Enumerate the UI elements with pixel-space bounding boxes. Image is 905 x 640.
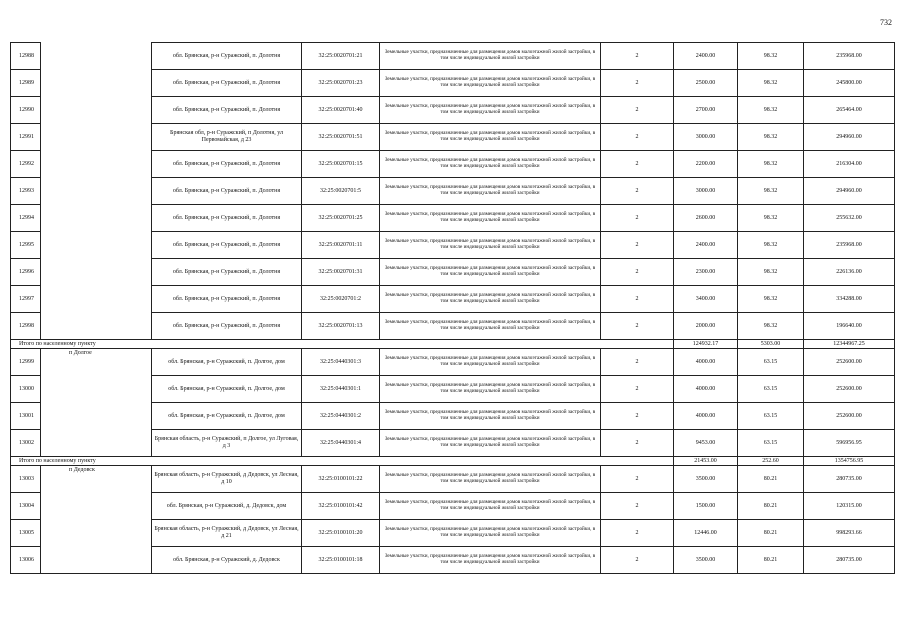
row-number: 12992 — [11, 151, 41, 178]
rate-value: 98.32 — [738, 286, 804, 313]
cadastral-value: 265464.00 — [804, 97, 895, 124]
locality-cell — [41, 97, 152, 124]
total-value: 12344967.25 — [804, 340, 895, 349]
group-number: 2 — [601, 205, 674, 232]
row-number: 12989 — [11, 70, 41, 97]
rate-value: 63.15 — [738, 430, 804, 457]
address-cell: обл. Брянская, р-н Суражский, п. Долотня — [152, 286, 302, 313]
cadastral-number: 32:25:0020701:11 — [302, 232, 380, 259]
table-row — [11, 232, 895, 259]
area-value: 2000.00 — [674, 313, 738, 340]
address-cell: обл. Брянская, р-н Суражский, п. Долотня — [152, 313, 302, 340]
group-number: 2 — [601, 430, 674, 457]
rate-value: 98.32 — [738, 259, 804, 286]
area-value: 2400.00 — [674, 43, 738, 70]
area-value: 2600.00 — [674, 205, 738, 232]
row-number: 12999 — [11, 349, 41, 376]
locality-cell — [41, 259, 152, 286]
total-area: 124932.17 — [674, 340, 738, 349]
group-number: 2 — [601, 403, 674, 430]
cadastral-number: 32:25:0100101:22 — [302, 466, 380, 493]
cadastral-number: 32:25:0440301:1 — [302, 376, 380, 403]
cadastral-value: 245800.00 — [804, 70, 895, 97]
total-rate: 252.60 — [738, 457, 804, 466]
row-number: 12998 — [11, 313, 41, 340]
locality-name: п Дедовск — [41, 466, 152, 574]
land-registry-table — [10, 42, 895, 574]
row-number: 12997 — [11, 286, 41, 313]
table-body — [11, 43, 895, 574]
row-number: 12990 — [11, 97, 41, 124]
page-number: 732 — [880, 18, 892, 27]
group-number: 2 — [601, 286, 674, 313]
table-row — [11, 178, 895, 205]
cadastral-number: 32:25:0440301:3 — [302, 349, 380, 376]
area-value: 3500.00 — [674, 547, 738, 574]
row-number: 13006 — [11, 547, 41, 574]
land-use-description: Земельные участки, предназначенные для размещения домов малоэтажной жилой застройки, в том числе индивидуальной жилой застройки — [380, 286, 601, 313]
cadastral-number: 32:25:0020701:5 — [302, 178, 380, 205]
cadastral-number: 32:25:0020701:40 — [302, 97, 380, 124]
area-value: 2500.00 — [674, 70, 738, 97]
group-number: 2 — [601, 232, 674, 259]
group-number: 2 — [601, 466, 674, 493]
cadastral-value: 252600.00 — [804, 376, 895, 403]
land-use-description: Земельные участки, предназначенные для размещения домов малоэтажной жилой застройки, в том числе индивидуальной жилой застройки — [380, 403, 601, 430]
table-row — [11, 286, 895, 313]
cadastral-value: 252600.00 — [804, 349, 895, 376]
area-value: 4000.00 — [674, 349, 738, 376]
rate-value: 80.21 — [738, 466, 804, 493]
table-row — [11, 124, 895, 151]
land-use-description: Земельные участки, предназначенные для размещения домов малоэтажной жилой застройки, в том числе индивидуальной жилой застройки — [380, 205, 601, 232]
locality-cell — [41, 70, 152, 97]
cadastral-number: 32:25:0440301:2 — [302, 403, 380, 430]
locality-name: п Долгое — [41, 349, 152, 457]
locality-total-row — [11, 457, 895, 466]
cadastral-value: 596956.95 — [804, 430, 895, 457]
address-cell: Брянская обл, р-н Суражский, п Долотня, ул Первомайская, д 23 — [152, 124, 302, 151]
address-cell: обл. Брянская, р-н Суражский, п. Долотня — [152, 205, 302, 232]
locality-cell — [41, 178, 152, 205]
rate-value: 98.32 — [738, 151, 804, 178]
group-number: 2 — [601, 124, 674, 151]
rate-value: 98.32 — [738, 43, 804, 70]
table-row — [11, 205, 895, 232]
cadastral-value: 120315.00 — [804, 493, 895, 520]
rate-value: 98.32 — [738, 205, 804, 232]
row-number: 12993 — [11, 178, 41, 205]
cadastral-value: 226136.00 — [804, 259, 895, 286]
group-number: 2 — [601, 349, 674, 376]
land-use-description: Земельные участки, предназначенные для размещения домов малоэтажной жилой застройки, в том числе индивидуальной жилой застройки — [380, 97, 601, 124]
address-cell: обл. Брянская, р-н Суражский, п. Долотня — [152, 259, 302, 286]
area-value: 2300.00 — [674, 259, 738, 286]
cadastral-number: 32:25:0020701:25 — [302, 205, 380, 232]
locality-cell — [41, 313, 152, 340]
cadastral-value: 216304.00 — [804, 151, 895, 178]
land-use-description: Земельные участки, предназначенные для размещения домов малоэтажной жилой застройки, в том числе индивидуальной жилой застройки — [380, 151, 601, 178]
land-use-description: Земельные участки, предназначенные для размещения домов малоэтажной жилой застройки, в том числе индивидуальной жилой застройки — [380, 232, 601, 259]
locality-cell — [41, 124, 152, 151]
table-row — [11, 466, 895, 493]
cadastral-number: 32:25:0440301:4 — [302, 430, 380, 457]
row-number: 12988 — [11, 43, 41, 70]
group-number: 2 — [601, 43, 674, 70]
land-use-description: Земельные участки, предназначенные для размещения домов малоэтажной жилой застройки, в том числе индивидуальной жилой застройки — [380, 70, 601, 97]
land-use-description: Земельные участки, предназначенные для размещения домов малоэтажной жилой застройки, в том числе индивидуальной жилой застройки — [380, 547, 601, 574]
cadastral-number: 32:25:0020701:21 — [302, 43, 380, 70]
cadastral-value: 235968.00 — [804, 232, 895, 259]
table-row — [11, 97, 895, 124]
row-number: 13003 — [11, 466, 41, 493]
land-use-description: Земельные участки, предназначенные для размещения домов малоэтажной жилой застройки, в том числе индивидуальной жилой застройки — [380, 520, 601, 547]
group-number: 2 — [601, 547, 674, 574]
address-cell: обл. Брянская, р-н Суражский, д. Дедовск, дом — [152, 493, 302, 520]
table-row — [11, 70, 895, 97]
rate-value: 80.21 — [738, 547, 804, 574]
rate-value: 63.15 — [738, 376, 804, 403]
rate-value: 98.32 — [738, 97, 804, 124]
cadastral-number: 32:25:0020701:51 — [302, 124, 380, 151]
table-row — [11, 349, 895, 376]
rate-value: 98.32 — [738, 178, 804, 205]
area-value: 2700.00 — [674, 97, 738, 124]
address-cell: обл. Брянская, р-н Суражский, п. Долотня — [152, 43, 302, 70]
address-cell: обл. Брянская, р-н Суражский, п. Долотня — [152, 70, 302, 97]
address-cell: обл. Брянская, р-н Суражский, п. Долгое, дом — [152, 349, 302, 376]
group-number: 2 — [601, 178, 674, 205]
group-number: 2 — [601, 313, 674, 340]
row-number: 12994 — [11, 205, 41, 232]
rate-value: 63.15 — [738, 403, 804, 430]
group-number: 2 — [601, 70, 674, 97]
area-value: 3500.00 — [674, 466, 738, 493]
locality-cell — [41, 286, 152, 313]
total-rate: 5303.00 — [738, 340, 804, 349]
address-cell: обл. Брянская, р-н Суражский, п. Долгое, дом — [152, 403, 302, 430]
land-use-description: Земельные участки, предназначенные для размещения домов малоэтажной жилой застройки, в том числе индивидуальной жилой застройки — [380, 124, 601, 151]
address-cell: обл. Брянская, р-н Суражский, п. Долотня — [152, 97, 302, 124]
group-number: 2 — [601, 97, 674, 124]
cadastral-number: 32:25:0100101:18 — [302, 547, 380, 574]
land-use-description: Земельные участки, предназначенные для размещения домов малоэтажной жилой застройки, в том числе индивидуальной жилой застройки — [380, 313, 601, 340]
total-area: 21453.00 — [674, 457, 738, 466]
row-number: 13001 — [11, 403, 41, 430]
row-number: 13002 — [11, 430, 41, 457]
group-number: 2 — [601, 493, 674, 520]
area-value: 9453.00 — [674, 430, 738, 457]
group-number: 2 — [601, 151, 674, 178]
cadastral-value: 294960.00 — [804, 178, 895, 205]
row-number: 13005 — [11, 520, 41, 547]
address-cell: обл. Брянская, р-н Суражский, п. Долотня — [152, 178, 302, 205]
row-number: 13004 — [11, 493, 41, 520]
cadastral-value: 280735.00 — [804, 547, 895, 574]
land-use-description: Земельные участки, предназначенные для размещения домов малоэтажной жилой застройки, в том числе индивидуальной жилой застройки — [380, 430, 601, 457]
cadastral-value: 255632.00 — [804, 205, 895, 232]
rate-value: 80.21 — [738, 520, 804, 547]
area-value: 1500.00 — [674, 493, 738, 520]
area-value: 2400.00 — [674, 232, 738, 259]
cadastral-value: 235968.00 — [804, 43, 895, 70]
cadastral-number: 32:25:0100101:42 — [302, 493, 380, 520]
row-number: 12995 — [11, 232, 41, 259]
locality-cell — [41, 151, 152, 178]
address-cell: обл. Брянская, р-н Суражский, д. Дедовск — [152, 547, 302, 574]
cadastral-number: 32:25:0020701:2 — [302, 286, 380, 313]
cadastral-number: 32:25:0020701:23 — [302, 70, 380, 97]
land-use-description: Земельные участки, предназначенные для размещения домов малоэтажной жилой застройки, в том числе индивидуальной жилой застройки — [380, 178, 601, 205]
table-row — [11, 259, 895, 286]
rate-value: 98.32 — [738, 124, 804, 151]
cadastral-value: 196640.00 — [804, 313, 895, 340]
rate-value: 63.15 — [738, 349, 804, 376]
land-use-description: Земельные участки, предназначенные для размещения домов малоэтажной жилой застройки, в том числе индивидуальной жилой застройки — [380, 349, 601, 376]
row-number: 12991 — [11, 124, 41, 151]
rate-value: 98.32 — [738, 70, 804, 97]
cadastral-value: 280735.00 — [804, 466, 895, 493]
area-value: 3000.00 — [674, 178, 738, 205]
cadastral-value: 294960.00 — [804, 124, 895, 151]
area-value: 4000.00 — [674, 403, 738, 430]
address-cell: Брянская область, р-н Суражский, п Долгое, ул Луговая, д 3 — [152, 430, 302, 457]
address-cell: обл. Брянская, р-н Суражский, п. Долотня — [152, 151, 302, 178]
area-value: 12446.00 — [674, 520, 738, 547]
row-number: 12996 — [11, 259, 41, 286]
cadastral-number: 32:25:0020701:31 — [302, 259, 380, 286]
locality-total-row — [11, 340, 895, 349]
address-cell: Брянская область, р-н Суражский, д Дедовск, ул Лесная, д 10 — [152, 466, 302, 493]
row-number: 13000 — [11, 376, 41, 403]
group-number: 2 — [601, 259, 674, 286]
group-number: 2 — [601, 520, 674, 547]
area-value: 4000.00 — [674, 376, 738, 403]
table-row — [11, 43, 895, 70]
table-row — [11, 313, 895, 340]
total-value: 1354756.95 — [804, 457, 895, 466]
area-value: 3000.00 — [674, 124, 738, 151]
total-label: Итого по населенному пункту — [11, 340, 674, 349]
cadastral-value: 252600.00 — [804, 403, 895, 430]
area-value: 2200.00 — [674, 151, 738, 178]
rate-value: 98.32 — [738, 313, 804, 340]
locality-cell — [41, 232, 152, 259]
table-row — [11, 151, 895, 178]
cadastral-value: 998293.66 — [804, 520, 895, 547]
land-use-description: Земельные участки, предназначенные для размещения домов малоэтажной жилой застройки, в том числе индивидуальной жилой застройки — [380, 466, 601, 493]
locality-cell — [41, 205, 152, 232]
land-use-description: Земельные участки, предназначенные для размещения домов малоэтажной жилой застройки, в том числе индивидуальной жилой застройки — [380, 259, 601, 286]
land-use-description: Земельные участки, предназначенные для размещения домов малоэтажной жилой застройки, в том числе индивидуальной жилой застройки — [380, 376, 601, 403]
total-label: Итого по населенному пункту — [11, 457, 674, 466]
cadastral-number: 32:25:0020701:13 — [302, 313, 380, 340]
cadastral-value: 334288.00 — [804, 286, 895, 313]
address-cell: обл. Брянская, р-н Суражский, п. Долгое, дом — [152, 376, 302, 403]
land-use-description: Земельные участки, предназначенные для размещения домов малоэтажной жилой застройки, в том числе индивидуальной жилой застройки — [380, 493, 601, 520]
area-value: 3400.00 — [674, 286, 738, 313]
locality-cell — [41, 43, 152, 70]
cadastral-number: 32:25:0100101:20 — [302, 520, 380, 547]
rate-value: 98.32 — [738, 232, 804, 259]
land-use-description: Земельные участки, предназначенные для размещения домов малоэтажной жилой застройки, в том числе индивидуальной жилой застройки — [380, 43, 601, 70]
group-number: 2 — [601, 376, 674, 403]
cadastral-number: 32:25:0020701:15 — [302, 151, 380, 178]
address-cell: обл. Брянская, р-н Суражский, п. Долотня — [152, 232, 302, 259]
rate-value: 80.21 — [738, 493, 804, 520]
address-cell: Брянская область, р-н Суражский, д Дедовск, ул Лесная, д 21 — [152, 520, 302, 547]
